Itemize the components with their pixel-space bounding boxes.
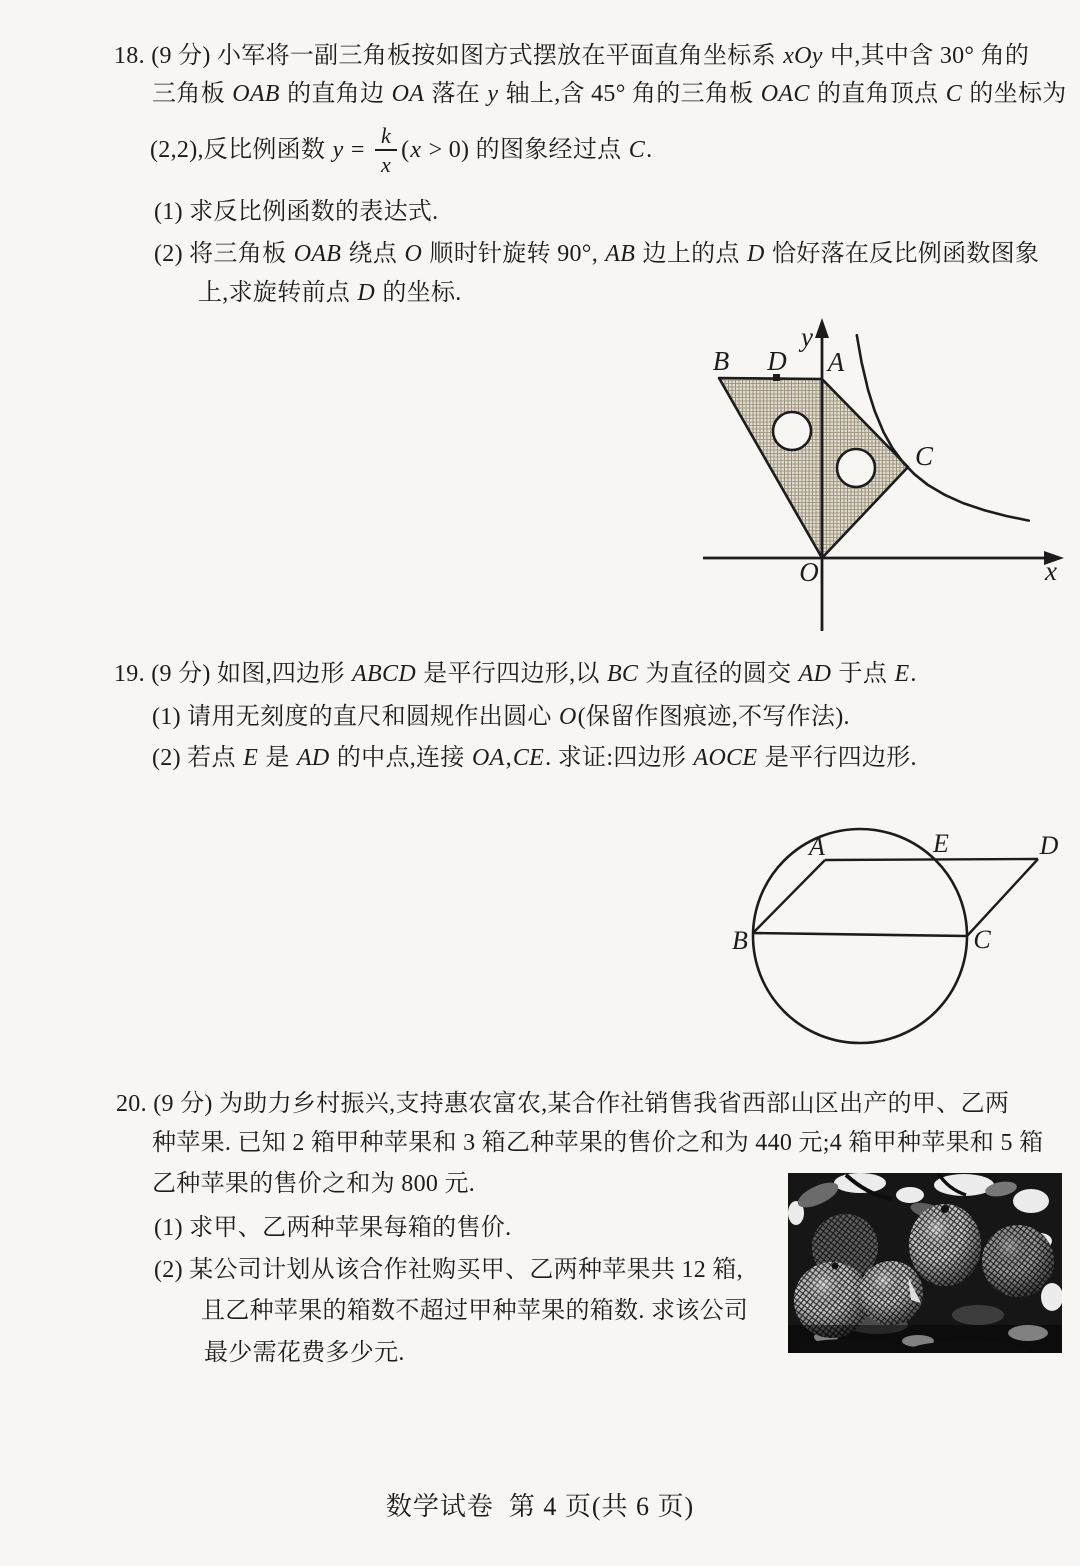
hole-in-triangle-oab bbox=[773, 412, 811, 450]
problem-19-part-2: (2) 若点 E 是 AD 的中点,连接 OA,CE. 求证:四边形 AOCE 是平行四边形. bbox=[152, 745, 917, 771]
ground-shadow bbox=[788, 1325, 1062, 1353]
label-point-a: A bbox=[827, 347, 845, 377]
label-point-b: B bbox=[712, 346, 730, 376]
label-point-b: B bbox=[732, 926, 748, 955]
hole-in-triangle-oac bbox=[837, 449, 875, 487]
problem-20-part-2-cont-2: 最少需花费多少元. bbox=[204, 1340, 405, 1366]
problem-20-part-1: (1) 求甲、乙两种苹果每箱的售价. bbox=[154, 1215, 512, 1241]
label-y-axis: y bbox=[801, 322, 813, 352]
label-point-d: D bbox=[1039, 831, 1059, 860]
y-axis-arrow bbox=[815, 318, 829, 338]
segment-ad bbox=[825, 859, 1038, 860]
problem-18-part-1: (1) 求反比例函数的表达式. bbox=[154, 199, 439, 225]
label-point-a: A bbox=[809, 832, 825, 861]
problem-20-part-2: (2) 某公司计划从该合作社购买甲、乙两种苹果共 12 箱, bbox=[154, 1257, 743, 1283]
figure-19-circle-diagram bbox=[728, 815, 1080, 1060]
problem-18-line-3: (2,2),反比例函数 y = $\frac{k}{x}$ ( x > 0) 的图象经过点 C . bbox=[150, 123, 653, 177]
problem-20-line-2: 种苹果. 已知 2 箱甲种苹果和 3 箱乙种苹果的售价之和为 440 元;4 箱甲种苹果和 5 箱 bbox=[152, 1130, 1044, 1156]
problem-18-part-2-cont: 上,求旋转前点 D 的坐标. bbox=[198, 280, 462, 306]
problem-18-line-2: 三角板 OAB 的直角边 OA 落在 y 轴上,含 45° 角的三角板 OAC 的直角顶点 C 的坐标为 bbox=[152, 81, 1067, 107]
figure-18-coordinate-diagram bbox=[660, 315, 1075, 637]
label-origin: O bbox=[799, 557, 819, 587]
problem-20-part-2-cont-1: 且乙种苹果的箱数不超过甲种苹果的箱数. 求该公司 bbox=[201, 1298, 749, 1324]
label-point-e: E bbox=[933, 829, 949, 858]
fraction: $\frac{k}{x}$ bbox=[375, 123, 397, 177]
problem-18-part-2: (2) 将三角板 OAB 绕点 O 顺时针旋转 90°, AB 边上的点 D 恰好落在反比例函数图象 bbox=[154, 241, 1040, 267]
label-x-axis: x bbox=[1045, 556, 1057, 586]
problem-20-line-3: 乙种苹果的售价之和为 800 元. bbox=[152, 1171, 476, 1197]
label-point-d: D bbox=[767, 346, 787, 376]
problem-19-line-1: 19. (9 分) 如图,四边形 ABCD 是平行四边形,以 BC 为直径的圆交 AD 于点 E. bbox=[114, 661, 917, 687]
apples-photo bbox=[788, 1173, 1062, 1353]
problem-20-line-1: 20. (9 分) 为助力乡村振兴,支持惠农富农,某合作社销售我省西部山区出产的甲、乙两 bbox=[116, 1091, 1010, 1117]
triangle-oab bbox=[719, 378, 822, 558]
problem-19-part-1: (1) 请用无刻度的直尺和圆规作出圆心 O(保留作图痕迹,不写作法). bbox=[152, 704, 850, 730]
label-point-c: C bbox=[914, 441, 934, 471]
page-footer: 数学试卷 第 4 页(共 6 页) bbox=[385, 1492, 695, 1521]
segment-bc bbox=[753, 933, 967, 936]
segment-ab bbox=[753, 860, 825, 933]
label-point-c: C bbox=[973, 925, 991, 954]
problem-18-line-1: 18. (9 分) 小军将一副三角板按如图方式摆放在平面直角坐标系 xOy 中,其中含 30° 角的 bbox=[114, 43, 1030, 69]
